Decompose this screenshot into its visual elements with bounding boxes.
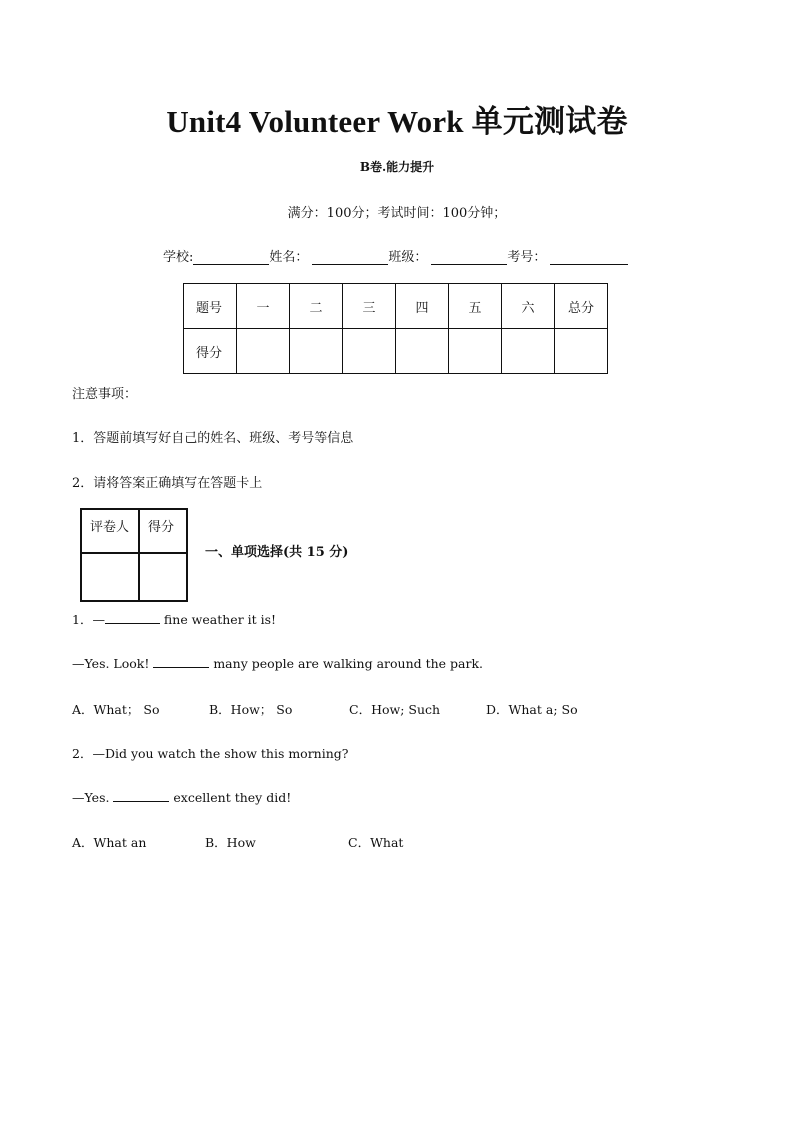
question-1-line-1 <box>72 610 276 628</box>
note-item: 1．答题前填写好自己的姓名、班级、考号等信息 <box>72 431 354 446</box>
question-text: —Yes. Look! <box>72 656 154 671</box>
score-cell[interactable] <box>555 329 608 374</box>
table-cell: 一 <box>237 284 290 329</box>
question-1-line-2 <box>72 655 483 671</box>
score-cell[interactable] <box>237 329 290 374</box>
score-info: 满分：100分；考试时间：100分钟； <box>287 206 507 221</box>
question-1-options <box>72 700 672 716</box>
notes-title: 注意事项： <box>72 387 138 402</box>
table-cell: 三 <box>343 284 396 329</box>
student-info-fields <box>163 246 628 265</box>
option-b[interactable]: B．How <box>205 835 256 850</box>
grader-score-label: 得分 <box>139 509 187 553</box>
answer-blank[interactable] <box>153 655 209 668</box>
option-d[interactable]: D．What a; So <box>486 702 578 717</box>
subtitle: B卷.能力提升 <box>359 160 435 174</box>
score-table <box>183 283 608 374</box>
score-cell[interactable] <box>449 329 502 374</box>
section-title: 一、单项选择(共 15 分) <box>205 545 349 560</box>
table-cell: 题号 <box>184 284 237 329</box>
table-cell: 五 <box>449 284 502 329</box>
school-blank[interactable] <box>193 250 269 265</box>
answer-blank[interactable] <box>113 789 169 802</box>
option-a[interactable]: A．What an <box>72 835 147 850</box>
exam-no-blank[interactable] <box>550 250 628 265</box>
score-cell[interactable] <box>290 329 343 374</box>
class-label: 班级： <box>388 250 428 265</box>
option-b[interactable]: B．How； So <box>209 702 293 717</box>
class-blank[interactable] <box>431 250 507 265</box>
score-cell[interactable] <box>502 329 555 374</box>
name-blank[interactable] <box>312 250 388 265</box>
question-text: —Yes. <box>72 790 114 805</box>
question-2-options <box>72 833 672 849</box>
question-text: 1．— <box>72 612 105 627</box>
table-cell: 得分 <box>184 329 237 374</box>
page-title: Unit4 Volunteer Work 单元测试卷 <box>166 104 628 139</box>
name-label: 姓名： <box>269 250 309 265</box>
table-cell: 总分 <box>555 284 608 329</box>
score-table-header-row <box>184 284 608 329</box>
exam-no-label: 考号： <box>507 250 547 265</box>
grader-box <box>80 508 188 602</box>
question-text: fine weather it is! <box>159 612 277 627</box>
grader-score-cell[interactable] <box>139 553 187 601</box>
grader-cell[interactable] <box>81 553 139 601</box>
option-c[interactable]: C．How; Such <box>349 702 441 717</box>
question-text: excellent they did! <box>169 790 292 805</box>
option-a[interactable]: A．What； So <box>72 702 160 717</box>
option-c[interactable]: C．What <box>348 835 404 850</box>
table-cell: 六 <box>502 284 555 329</box>
question-2-line-1: 2．—Did you watch the show this morning? <box>72 746 349 761</box>
table-cell: 四 <box>396 284 449 329</box>
grader-label: 评卷人 <box>81 509 139 553</box>
answer-blank[interactable] <box>105 611 160 624</box>
table-cell: 二 <box>290 284 343 329</box>
score-cell[interactable] <box>396 329 449 374</box>
school-label: 学校: <box>163 250 194 265</box>
question-2-line-2 <box>72 789 291 805</box>
score-cell[interactable] <box>343 329 396 374</box>
question-text: many people are walking around the park. <box>209 656 484 671</box>
score-table-score-row <box>184 329 608 374</box>
note-item: 2．请将答案正确填写在答题卡上 <box>72 476 263 491</box>
